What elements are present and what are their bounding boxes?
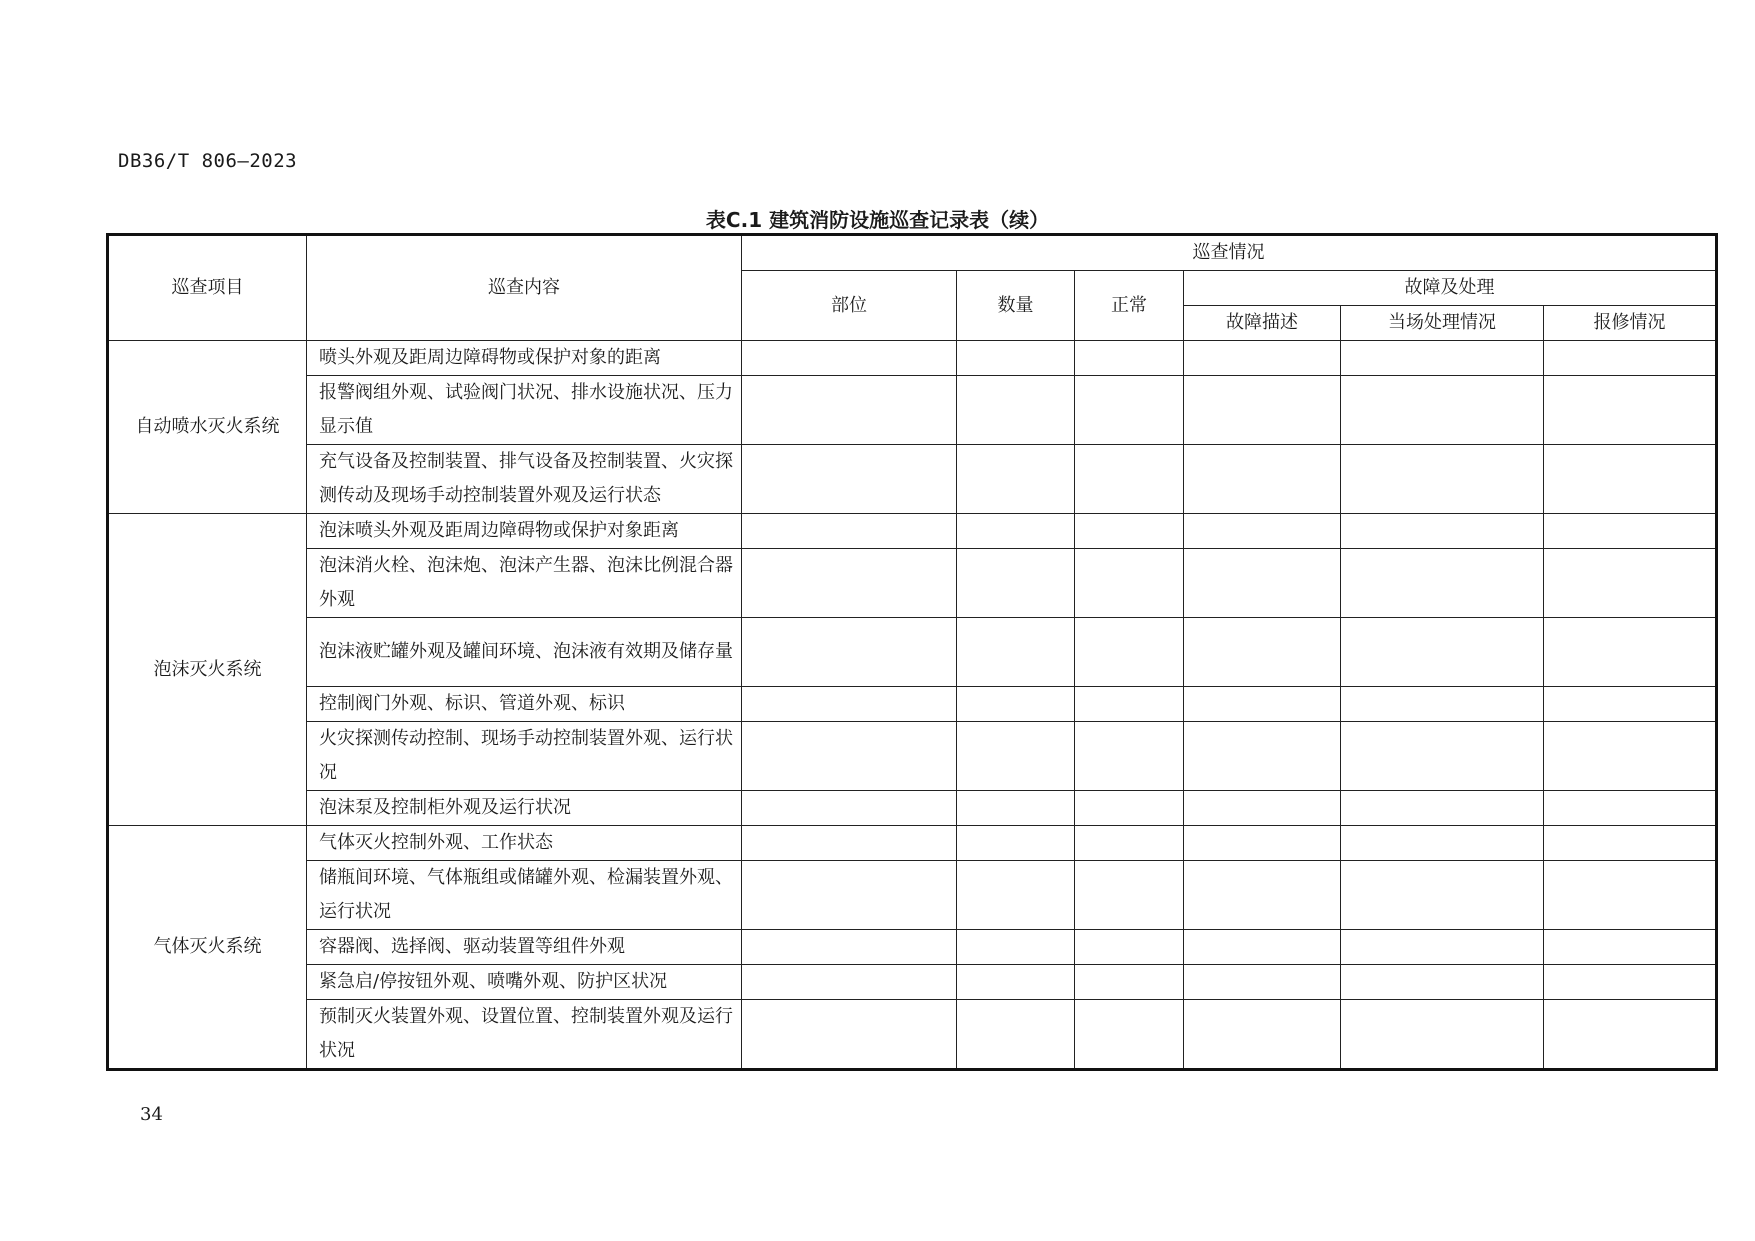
fault-desc-cell[interactable] [1184,1000,1341,1070]
table-row [108,826,1717,861]
onsite-cell[interactable] [1341,861,1544,930]
location-cell[interactable] [742,965,957,1000]
location-cell[interactable] [742,376,957,445]
content-cell: 气体灭火控制外观、工作状态 [307,826,742,861]
fault-desc-cell[interactable] [1184,445,1341,514]
header-situation: 巡查情况 [742,235,1717,271]
quantity-cell[interactable] [957,549,1075,618]
repair-cell[interactable] [1544,791,1717,826]
quantity-cell[interactable] [957,1000,1075,1070]
normal-cell[interactable] [1075,618,1184,687]
repair-cell[interactable] [1544,376,1717,445]
normal-cell[interactable] [1075,376,1184,445]
table-row [108,930,1717,965]
fault-desc-cell[interactable] [1184,341,1341,376]
onsite-cell[interactable] [1341,618,1544,687]
table-row [108,618,1717,687]
fault-desc-cell[interactable] [1184,930,1341,965]
content-cell: 控制阀门外观、标识、管道外观、标识 [307,687,742,722]
normal-cell[interactable] [1075,1000,1184,1070]
normal-cell[interactable] [1075,965,1184,1000]
repair-cell[interactable] [1544,722,1717,791]
content-cell: 充气设备及控制装置、排气设备及控制装置、火灾探测传动及现场手动控制装置外观及运行状态 [307,445,742,514]
fault-desc-cell[interactable] [1184,687,1341,722]
quantity-cell[interactable] [957,861,1075,930]
quantity-cell[interactable] [957,930,1075,965]
content-cell: 火灾探测传动控制、现场手动控制装置外观、运行状况 [307,722,742,791]
inspection-record-table [106,233,1718,1071]
header-row-1 [108,235,1717,271]
table-row [108,791,1717,826]
table-row [108,722,1717,791]
normal-cell[interactable] [1075,341,1184,376]
quantity-cell[interactable] [957,341,1075,376]
onsite-cell[interactable] [1341,549,1544,618]
location-cell[interactable] [742,549,957,618]
fault-desc-cell[interactable] [1184,618,1341,687]
repair-cell[interactable] [1544,861,1717,930]
repair-cell[interactable] [1544,549,1717,618]
location-cell[interactable] [742,930,957,965]
fault-desc-cell[interactable] [1184,722,1341,791]
content-cell: 容器阀、选择阀、驱动装置等组件外观 [307,930,742,965]
content-cell: 预制灭火装置外观、设置位置、控制装置外观及运行状况 [307,1000,742,1070]
onsite-cell[interactable] [1341,965,1544,1000]
header-fault-handling: 故障及处理 [1184,271,1717,306]
header-location: 部位 [742,271,957,341]
fault-desc-cell[interactable] [1184,514,1341,549]
table-title: 表C.1 建筑消防设施巡查记录表（续） [705,208,1050,232]
location-cell[interactable] [742,618,957,687]
table-row [108,445,1717,514]
content-cell: 泡沫泵及控制柜外观及运行状况 [307,791,742,826]
quantity-cell[interactable] [957,618,1075,687]
repair-cell[interactable] [1544,930,1717,965]
normal-cell[interactable] [1075,791,1184,826]
content-cell: 报警阀组外观、试验阀门状况、排水设施状况、压力显示值 [307,376,742,445]
content-cell: 泡沫喷头外观及距周边障碍物或保护对象距离 [307,514,742,549]
header-onsite: 当场处理情况 [1341,306,1544,341]
onsite-cell[interactable] [1341,930,1544,965]
quantity-cell[interactable] [957,445,1075,514]
table-row [108,341,1717,376]
location-cell[interactable] [742,826,957,861]
document-code: DB36/T 806—2023 [118,150,298,172]
group-name-cell: 气体灭火系统 [108,826,307,1070]
normal-cell[interactable] [1075,826,1184,861]
onsite-cell[interactable] [1341,722,1544,791]
page-number: 34 [140,1104,163,1125]
onsite-cell[interactable] [1341,826,1544,861]
content-cell: 泡沫消火栓、泡沫炮、泡沫产生器、泡沫比例混合器外观 [307,549,742,618]
fault-desc-cell[interactable] [1184,549,1341,618]
quantity-cell[interactable] [957,376,1075,445]
header-fault-desc: 故障描述 [1184,306,1341,341]
normal-cell[interactable] [1075,514,1184,549]
table-body [108,235,1717,1070]
table-row [108,1000,1717,1070]
header-quantity: 数量 [957,271,1075,341]
onsite-cell[interactable] [1341,514,1544,549]
quantity-cell[interactable] [957,687,1075,722]
repair-cell[interactable] [1544,1000,1717,1070]
location-cell[interactable] [742,445,957,514]
normal-cell[interactable] [1075,722,1184,791]
header-repair: 报修情况 [1544,306,1717,341]
table-row [108,861,1717,930]
location-cell[interactable] [742,861,957,930]
quantity-cell[interactable] [957,826,1075,861]
table-row [108,549,1717,618]
fault-desc-cell[interactable] [1184,826,1341,861]
fault-desc-cell[interactable] [1184,861,1341,930]
location-cell[interactable] [742,514,957,549]
onsite-cell[interactable] [1341,341,1544,376]
normal-cell[interactable] [1075,861,1184,930]
table-row [108,376,1717,445]
onsite-cell[interactable] [1341,1000,1544,1070]
fault-desc-cell[interactable] [1184,376,1341,445]
quantity-cell[interactable] [957,514,1075,549]
table-row [108,965,1717,1000]
repair-cell[interactable] [1544,826,1717,861]
fault-desc-cell[interactable] [1184,791,1341,826]
repair-cell[interactable] [1544,687,1717,722]
repair-cell[interactable] [1544,514,1717,549]
normal-cell[interactable] [1075,687,1184,722]
repair-cell[interactable] [1544,445,1717,514]
location-cell[interactable] [742,1000,957,1070]
location-cell[interactable] [742,722,957,791]
location-cell[interactable] [742,791,957,826]
content-cell: 泡沫液贮罐外观及罐间环境、泡沫液有效期及储存量 [307,618,742,687]
content-cell: 储瓶间环境、气体瓶组或储罐外观、检漏装置外观、运行状况 [307,861,742,930]
fault-desc-cell[interactable] [1184,965,1341,1000]
onsite-cell[interactable] [1341,687,1544,722]
location-cell[interactable] [742,341,957,376]
content-cell: 喷头外观及距周边障碍物或保护对象的距离 [307,341,742,376]
header-content: 巡查内容 [307,235,742,341]
content-cell: 紧急启/停按钮外观、喷嘴外观、防护区状况 [307,965,742,1000]
table-row [108,687,1717,722]
table-row [108,514,1717,549]
normal-cell[interactable] [1075,549,1184,618]
group-name-cell: 自动喷水灭火系统 [108,341,307,514]
onsite-cell[interactable] [1341,791,1544,826]
group-name-cell: 泡沫灭火系统 [108,514,307,826]
location-cell[interactable] [742,687,957,722]
repair-cell[interactable] [1544,341,1717,376]
quantity-cell[interactable] [957,965,1075,1000]
header-normal: 正常 [1075,271,1184,341]
quantity-cell[interactable] [957,722,1075,791]
repair-cell[interactable] [1544,618,1717,687]
normal-cell[interactable] [1075,930,1184,965]
quantity-cell[interactable] [957,791,1075,826]
header-item: 巡查项目 [108,235,307,341]
onsite-cell[interactable] [1341,376,1544,445]
onsite-cell[interactable] [1341,445,1544,514]
normal-cell[interactable] [1075,445,1184,514]
repair-cell[interactable] [1544,965,1717,1000]
